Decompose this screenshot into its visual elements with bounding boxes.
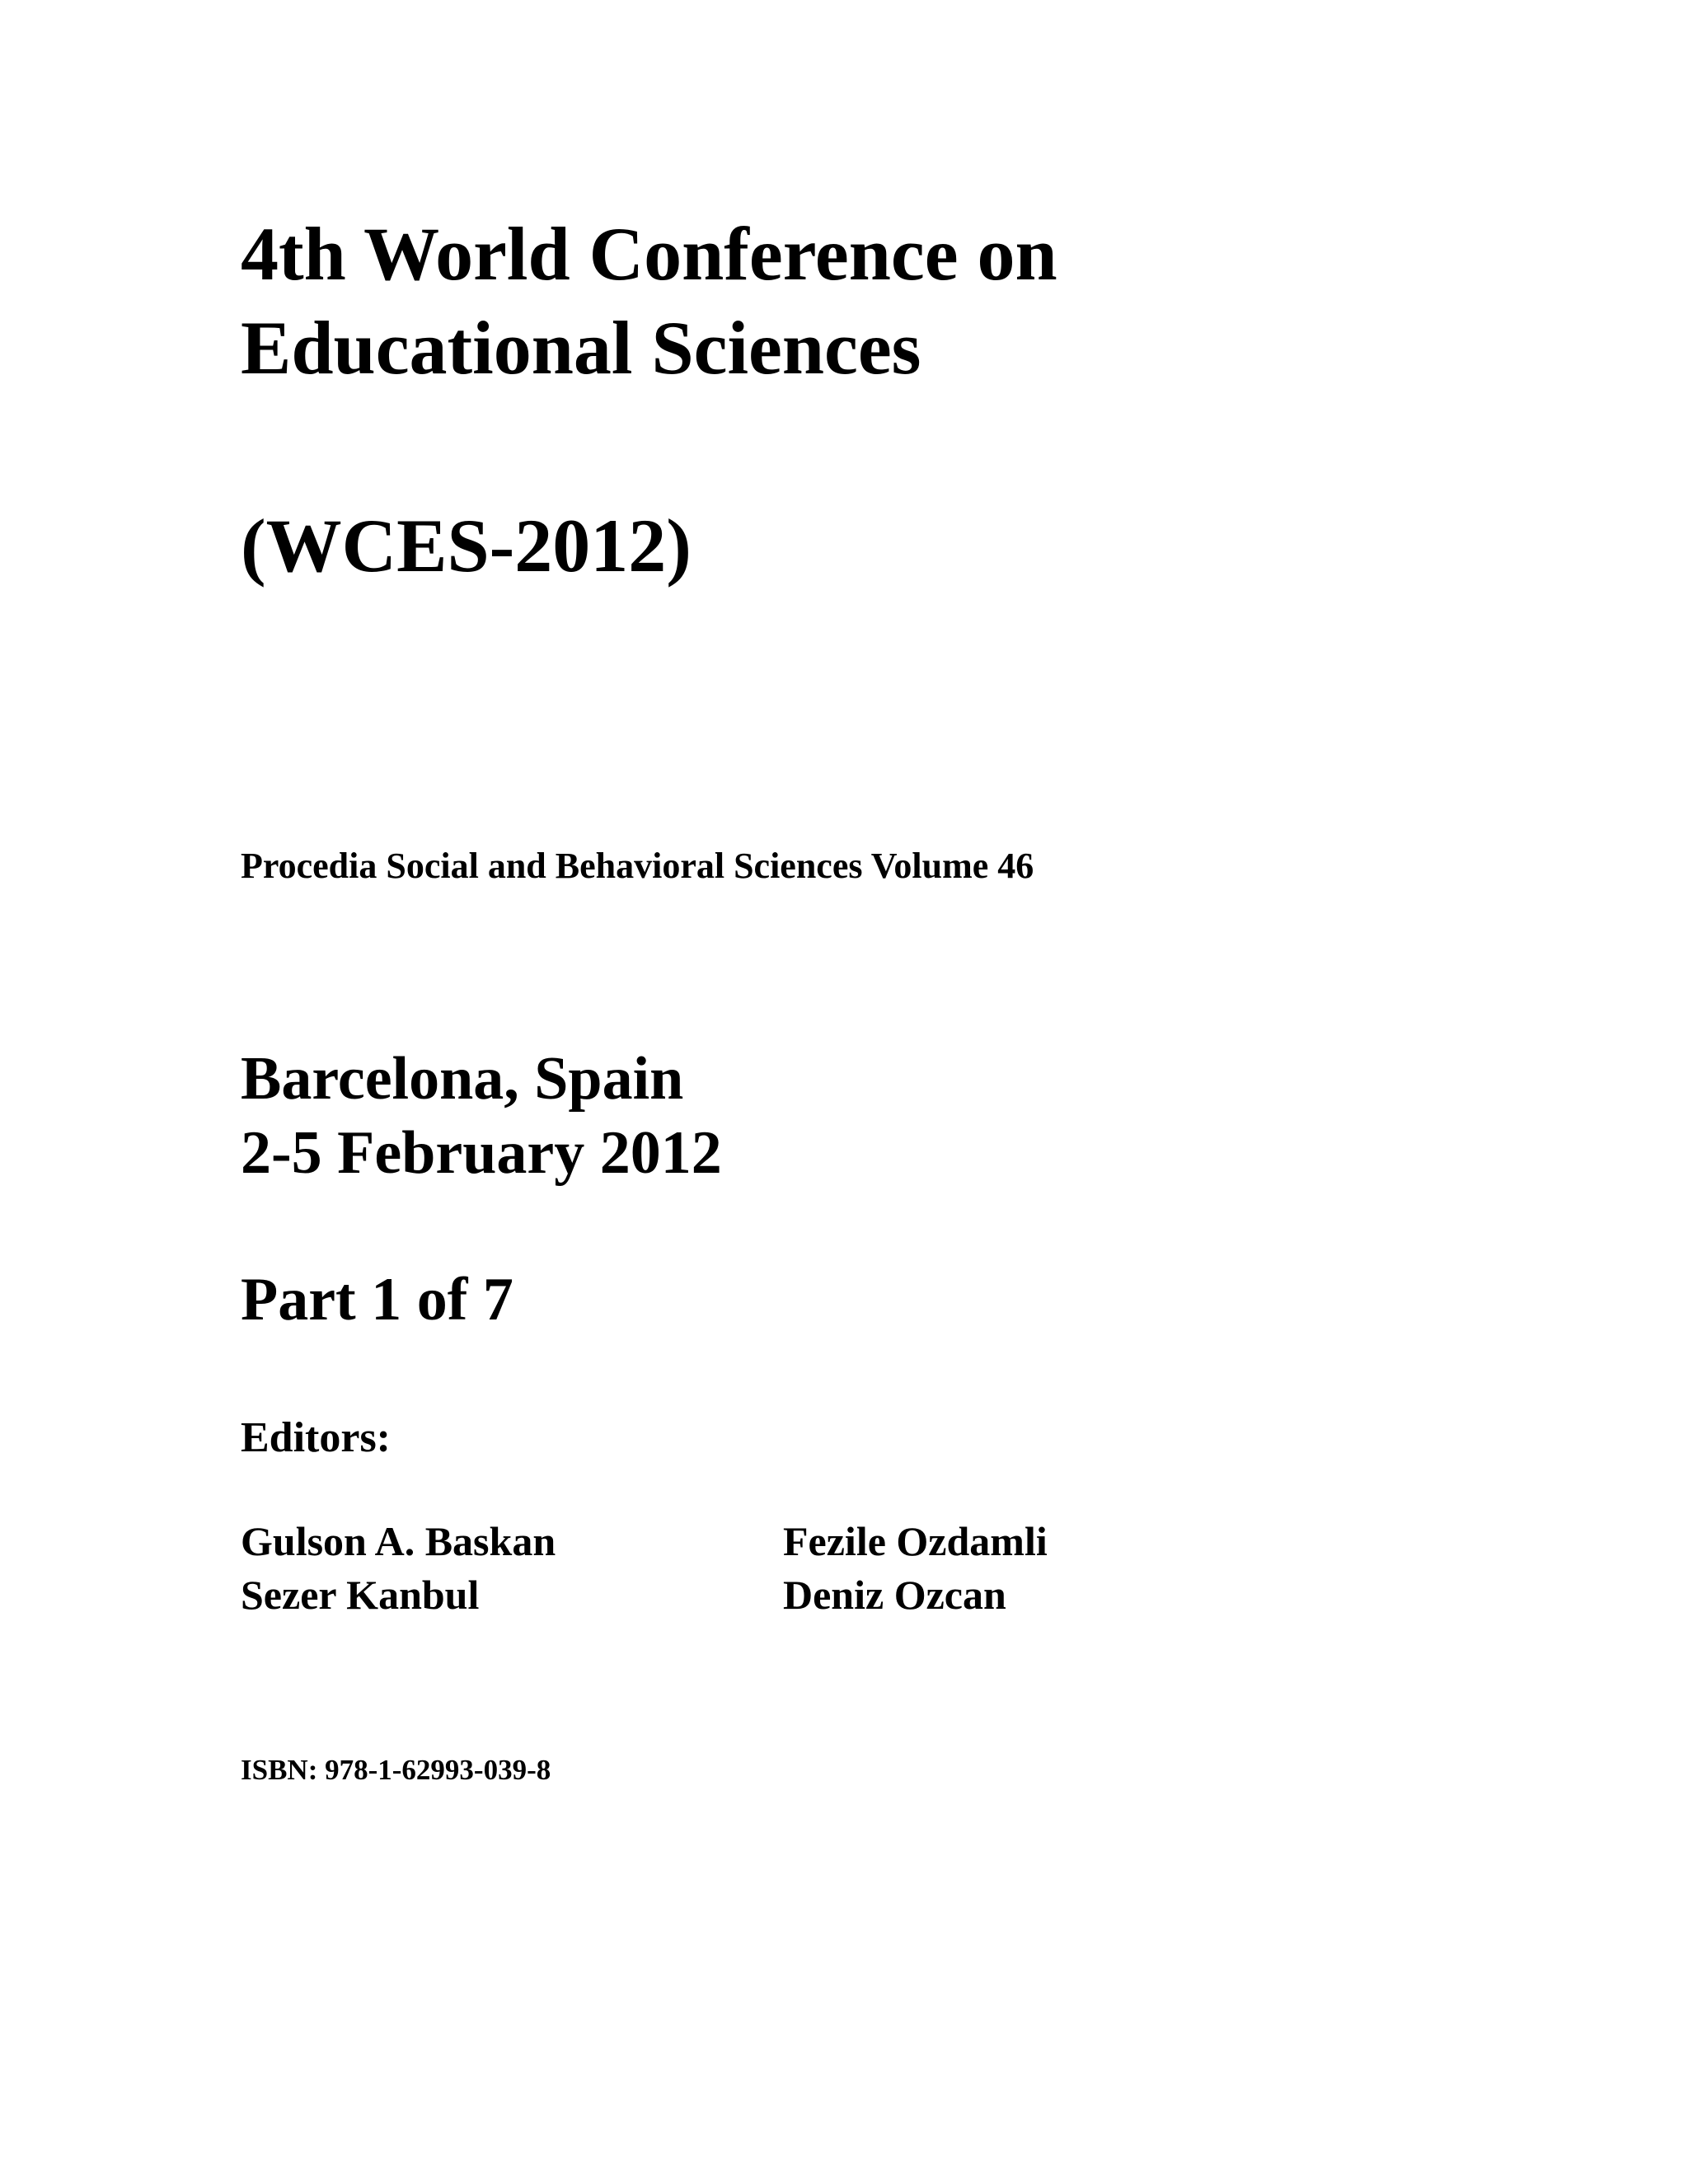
conference-title-line-1: 4th World Conference on [241, 212, 1057, 296]
conference-title-line-2: Educational Sciences [241, 306, 921, 390]
conference-location: Barcelona, Spain [241, 1045, 684, 1113]
editor-name: Deniz Ozcan [783, 1572, 1006, 1618]
editors-heading: Editors: [241, 1414, 391, 1461]
conference-acronym: (WCES-2012) [241, 504, 692, 588]
conference-dates: 2-5 February 2012 [241, 1119, 722, 1187]
editor-name: Fezile Ozdamli [783, 1518, 1048, 1564]
publication-series: Procedia Social and Behavioral Sciences Volume 46 [241, 846, 1034, 886]
editor-name: Sezer Kanbul [241, 1572, 480, 1618]
volume-part: Part 1 of 7 [241, 1266, 513, 1333]
isbn-number: ISBN: 978-1-62993-039-8 [241, 1754, 551, 1786]
editor-name: Gulson A. Baskan [241, 1518, 556, 1564]
